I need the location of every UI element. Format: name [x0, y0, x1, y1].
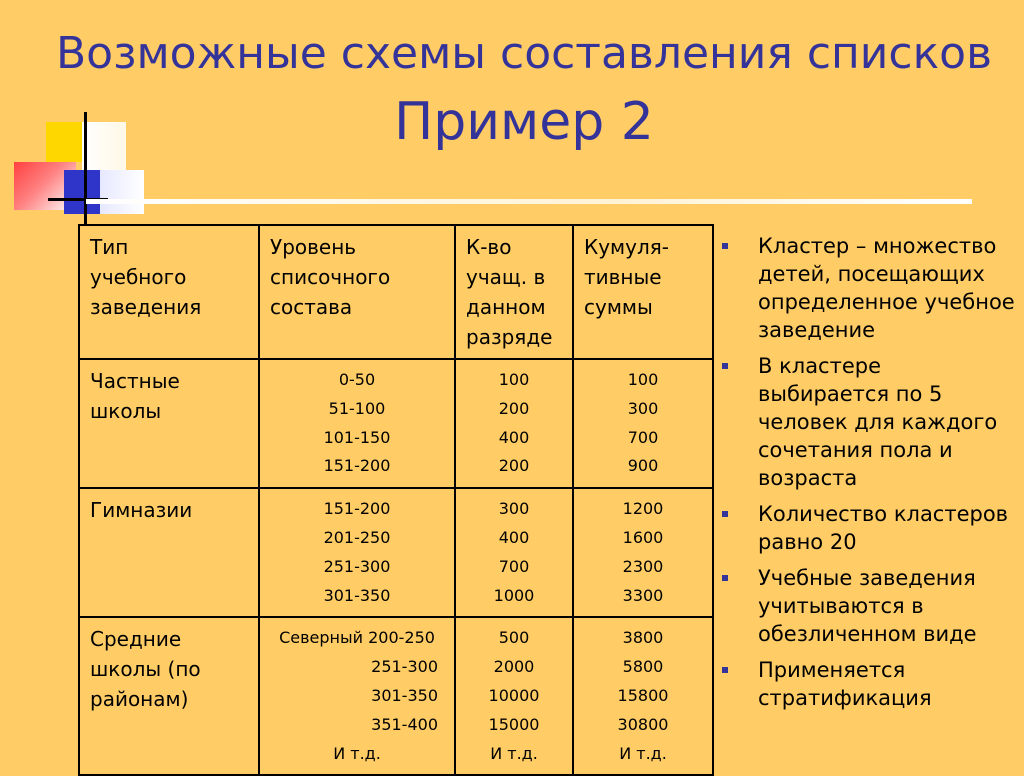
header-count: К-во учащ. в данном разряде: [455, 225, 573, 359]
table-row: [79, 359, 713, 488]
sums-cell: 100 300 700 900: [573, 359, 713, 488]
header-cumulative: Кумуля- тивные суммы: [573, 225, 713, 359]
header-level: Уровень списочного состава: [259, 225, 455, 359]
square-bullet-icon: [722, 243, 728, 249]
decor-white-square: [82, 122, 126, 170]
sums-cell: 1200 1600 2300 3300: [573, 488, 713, 617]
list-item: Применяется стратификация: [716, 656, 1016, 712]
clusters-table: [78, 224, 714, 776]
counts-cell: 300 400 700 1000: [455, 488, 573, 617]
header-type: Тип учебного заведения: [79, 225, 259, 359]
table-header-row: [79, 225, 713, 359]
list-item: Количество кластеров равно 20: [716, 500, 1016, 556]
row-label: Средние школы (по районам): [79, 617, 259, 775]
list-item: Учебные заведения учитываются в обезличенном виде: [716, 564, 1016, 648]
levels-cell: 0-50 51-100 101-150 151-200: [259, 359, 455, 488]
table-row: [79, 617, 713, 775]
square-bullet-icon: [722, 511, 728, 517]
decor-vertical-line: [84, 112, 87, 226]
decor-light-square: [100, 170, 144, 214]
row-label: Гимназии: [79, 488, 259, 617]
square-bullet-icon: [722, 667, 728, 673]
levels-cell: Северный 200-250 251-300 301-350 351-400 И т.д.: [259, 617, 455, 775]
levels-cell: 151-200 201-250 251-300 301-350: [259, 488, 455, 617]
slide-subtitle: Пример 2: [394, 92, 654, 152]
table-row: [79, 488, 713, 617]
decor-yellow-square: [46, 122, 82, 162]
square-bullet-icon: [722, 575, 728, 581]
list-item: В кластере выбирается по 5 человек для каждого сочетания пола и возраста: [716, 352, 1016, 492]
title-divider: [86, 199, 972, 204]
row-label: Частные школы: [79, 359, 259, 488]
notes-list: [716, 232, 1016, 720]
counts-cell: 500 2000 10000 15000 И т.д.: [455, 617, 573, 775]
counts-cell: 100 200 400 200: [455, 359, 573, 488]
square-bullet-icon: [722, 363, 728, 369]
decor-blue-square: [64, 170, 100, 214]
sums-cell: 3800 5800 15800 30800 И т.д.: [573, 617, 713, 775]
list-item: Кластер – множество детей, посещающих определенное учебное заведение: [716, 232, 1016, 344]
slide-title: Возможные схемы составления списков: [55, 28, 993, 79]
